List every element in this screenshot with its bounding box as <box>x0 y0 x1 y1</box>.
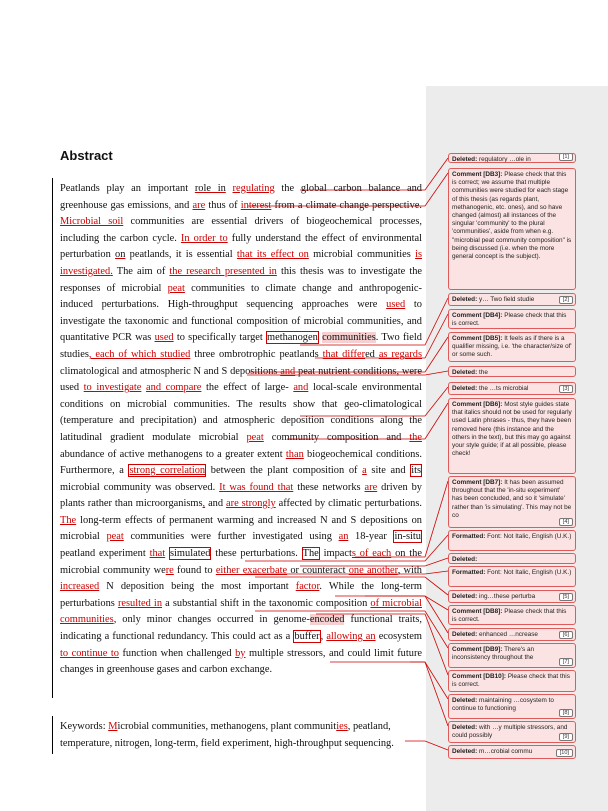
comment-connector <box>255 577 448 595</box>
balloon-label: Deleted: <box>452 156 478 163</box>
abstract-heading: Abstract <box>60 148 113 163</box>
balloon-label: Comment [DB4]: <box>452 312 503 319</box>
balloon-label: Formatted: <box>452 569 486 576</box>
comment-connector <box>355 481 448 557</box>
comment-connector <box>255 611 448 648</box>
deletion-balloon[interactable] <box>448 590 576 603</box>
balloon-ref-button[interactable]: [9] <box>559 733 573 741</box>
balloon-text: There's an inconsistency throughout the <box>452 646 535 662</box>
balloon-text: ing…these perturba <box>477 593 536 600</box>
balloon-text: enhanced …ncrease <box>477 631 538 638</box>
balloon-label: Comment [DB9]: <box>452 646 503 653</box>
balloon-label: Formatted: <box>452 533 486 540</box>
comment-balloon[interactable] <box>448 643 576 668</box>
balloon-text: Please check that this is correct. <box>452 608 567 624</box>
balloon-label: Comment [DB5]: <box>452 335 503 342</box>
balloon-label: Deleted: <box>452 697 478 704</box>
comment-balloon[interactable] <box>448 398 576 474</box>
balloon-ref-button[interactable]: [5] <box>559 593 573 601</box>
balloon-text: Please check that this is correct. <box>452 673 570 689</box>
comment-connector <box>300 558 448 566</box>
balloon-label: Comment [DB8]: <box>452 608 503 615</box>
balloon-text: Please check that this is correct. <box>452 312 567 328</box>
comment-balloon[interactable] <box>448 670 576 692</box>
balloon-text: maintaining …cosystem to continue to functioning <box>452 697 554 713</box>
comment-connector <box>287 403 448 439</box>
balloon-text: Font: Not Italic, English (U.K.) <box>485 533 572 540</box>
balloon-text: It feels as if there is a qualifier missing, i.e. 'the character/size of' or some such. <box>452 335 572 359</box>
balloon-label: Deleted: <box>452 296 478 303</box>
comment-balloon[interactable] <box>448 332 576 362</box>
comment-connector <box>300 158 448 190</box>
balloon-ref-button[interactable]: [4] <box>559 518 573 526</box>
comment-balloon[interactable] <box>448 309 576 329</box>
comment-connector <box>410 662 448 726</box>
balloon-text: y… Two field studie <box>477 296 535 303</box>
balloon-text: the …ts microbial <box>477 385 529 392</box>
deletion-balloon[interactable] <box>448 293 576 306</box>
keywords-paragraph[interactable]: Keywords: Microbial communities, methanogens, plant communities, peatland, temperature, nitrogen, long-term, field experiment, high-throughput sequencing. <box>60 721 394 749</box>
balloon-text: m…crobial commu <box>477 748 533 755</box>
balloon-ref-button[interactable]: [7] <box>559 658 573 666</box>
balloon-text: Please check that this is correct; we assume that multiple communities were studied for each stage of this thesis (as regards plant, methanogenic, etc. ones), and so have changed (almost) all instances of the singular 'community' to the plural 'communities', aside from when e.g. "microbial peat community composition" is being discussed (i.e. when the more general concept is the subject). <box>452 171 572 261</box>
balloon-ref-button[interactable]: [1] <box>559 153 573 161</box>
balloon-label: Deleted: <box>452 556 478 563</box>
comment-connector <box>250 337 448 372</box>
balloon-text: the <box>477 369 488 376</box>
balloon-ref-button[interactable]: [3] <box>559 385 573 393</box>
balloon-label: Comment [DB3]: <box>452 171 503 178</box>
comment-connector <box>316 614 448 675</box>
deletion-balloon[interactable] <box>448 745 576 759</box>
comment-balloon[interactable] <box>448 605 576 625</box>
comment-connector <box>300 387 448 416</box>
formatting-balloon[interactable] <box>448 566 576 587</box>
balloon-label: Comment [DB6]: <box>452 401 503 408</box>
comment-balloon[interactable] <box>448 168 576 290</box>
balloon-label: Deleted: <box>452 724 478 731</box>
comment-connector <box>245 571 448 574</box>
formatting-balloon[interactable] <box>448 530 576 551</box>
balloon-text: Font: Not Italic, English (U.K.) <box>485 569 572 576</box>
balloon-ref-button[interactable]: [8] <box>559 709 573 717</box>
deletion-balloon[interactable] <box>448 382 576 395</box>
balloon-label: Deleted: <box>452 631 478 638</box>
balloon-label: Deleted: <box>452 748 478 755</box>
balloon-text: Most style guides state that italics should not be used for regularly used Latin phrases - thus, they have been removed here (this instance and the others in the text), but this may go against your style guide; if at all possible, please check! <box>452 401 572 458</box>
abstract-paragraph[interactable]: Peatlands play an important role in regulating the global carbon balance and greenhouse gas emissions, and are thus of interest from a climate change perspective. Microbial soil communities are essential drivers of biogeochemical processes, including the carbon cycle. In order to fully understand the effect of environmental perturbation on peatlands, it is essential that its effect on microbial communities is investigated. The aim of the research presented in this thesis was to investigate the responses of microbial peat communities to climate change and anthropogenic-induced perturbations. High-throughput sequencing approaches were used to investigate the taxonomic and functional composition of microbial communities, and quantitative PCR was used to specifically target methanogen communities. Two field studies, each of which studied three ombrotrophic peatlands that differed as regards climatological and atmospheric N and S depositions and peat nutrient conditions, were used to investigate and compare the effect of large- and local-scale environmental conditions on microbial communities. The results show that geo-climatological (temperature and precipitation) and atmospheric deposition conditions along the latitudinal gradient modulate microbial peat community composition and the abundance of active methanogens to a greater extent than biogeochemical conditions. Furthermore, a strong correlation between the plant composition of a site and its microbial community was observed. It was found that these networks are driven by plants rather than microorganisms, and are strongly affected by climatic perturbations. The long-term effects of permanent warming and increased N and S depositions on microbial peat communities were further investigated using an 18-year in-situ peatland experiment that simulated these perturbations. The impacts of each on the microbial community were found to either exacerbate or counteract one another, with increased N deposition being the most important factor. While the long-term perturbations resulted in a substantial shift in the taxonomic composition of microbial communities, only minor changes occurred in genome-encoded functional traits, indicating a functional redundancy. This could act as a buffer, allowing an ecosystem to continue to function when challenged by multiple stressors, and could limit future changes in greenhouse gases and carbon exchange. <box>60 183 423 676</box>
balloon-label: Comment [DB7]: <box>452 479 503 486</box>
deletion-balloon[interactable] <box>448 694 576 719</box>
deletion-balloon[interactable] <box>448 721 576 743</box>
balloon-text: It has been assumed throughout that the 'in-situ experiment' has been concluded, and so it 'simulate' rather than 'is simulating'. This may not be co <box>452 479 572 519</box>
comment-connector <box>248 173 448 206</box>
balloon-label: Deleted: <box>452 369 478 376</box>
balloon-text: with …y multiple stressors, and could possibly <box>452 724 568 740</box>
comment-connector <box>330 662 448 699</box>
comment-connector <box>300 298 448 345</box>
balloon-ref-button[interactable]: [2] <box>559 296 573 304</box>
balloon-label: Deleted: <box>452 593 478 600</box>
comment-connector <box>335 596 448 610</box>
comment-connector <box>315 314 448 358</box>
comment-connector <box>405 741 448 750</box>
balloon-label: Deleted: <box>452 385 478 392</box>
balloon-ref-button[interactable]: [10] <box>556 749 573 757</box>
deletion-balloon[interactable] <box>448 366 576 377</box>
balloon-label: Comment [DB10]: <box>452 673 506 680</box>
deletion-balloon[interactable] <box>448 153 576 163</box>
deletion-balloon[interactable] <box>448 553 576 564</box>
balloon-text: regulatory …ole in <box>477 156 531 163</box>
comment-balloon[interactable] <box>448 476 576 528</box>
deletion-balloon[interactable] <box>448 628 576 641</box>
balloon-ref-button[interactable]: [6] <box>559 631 573 639</box>
